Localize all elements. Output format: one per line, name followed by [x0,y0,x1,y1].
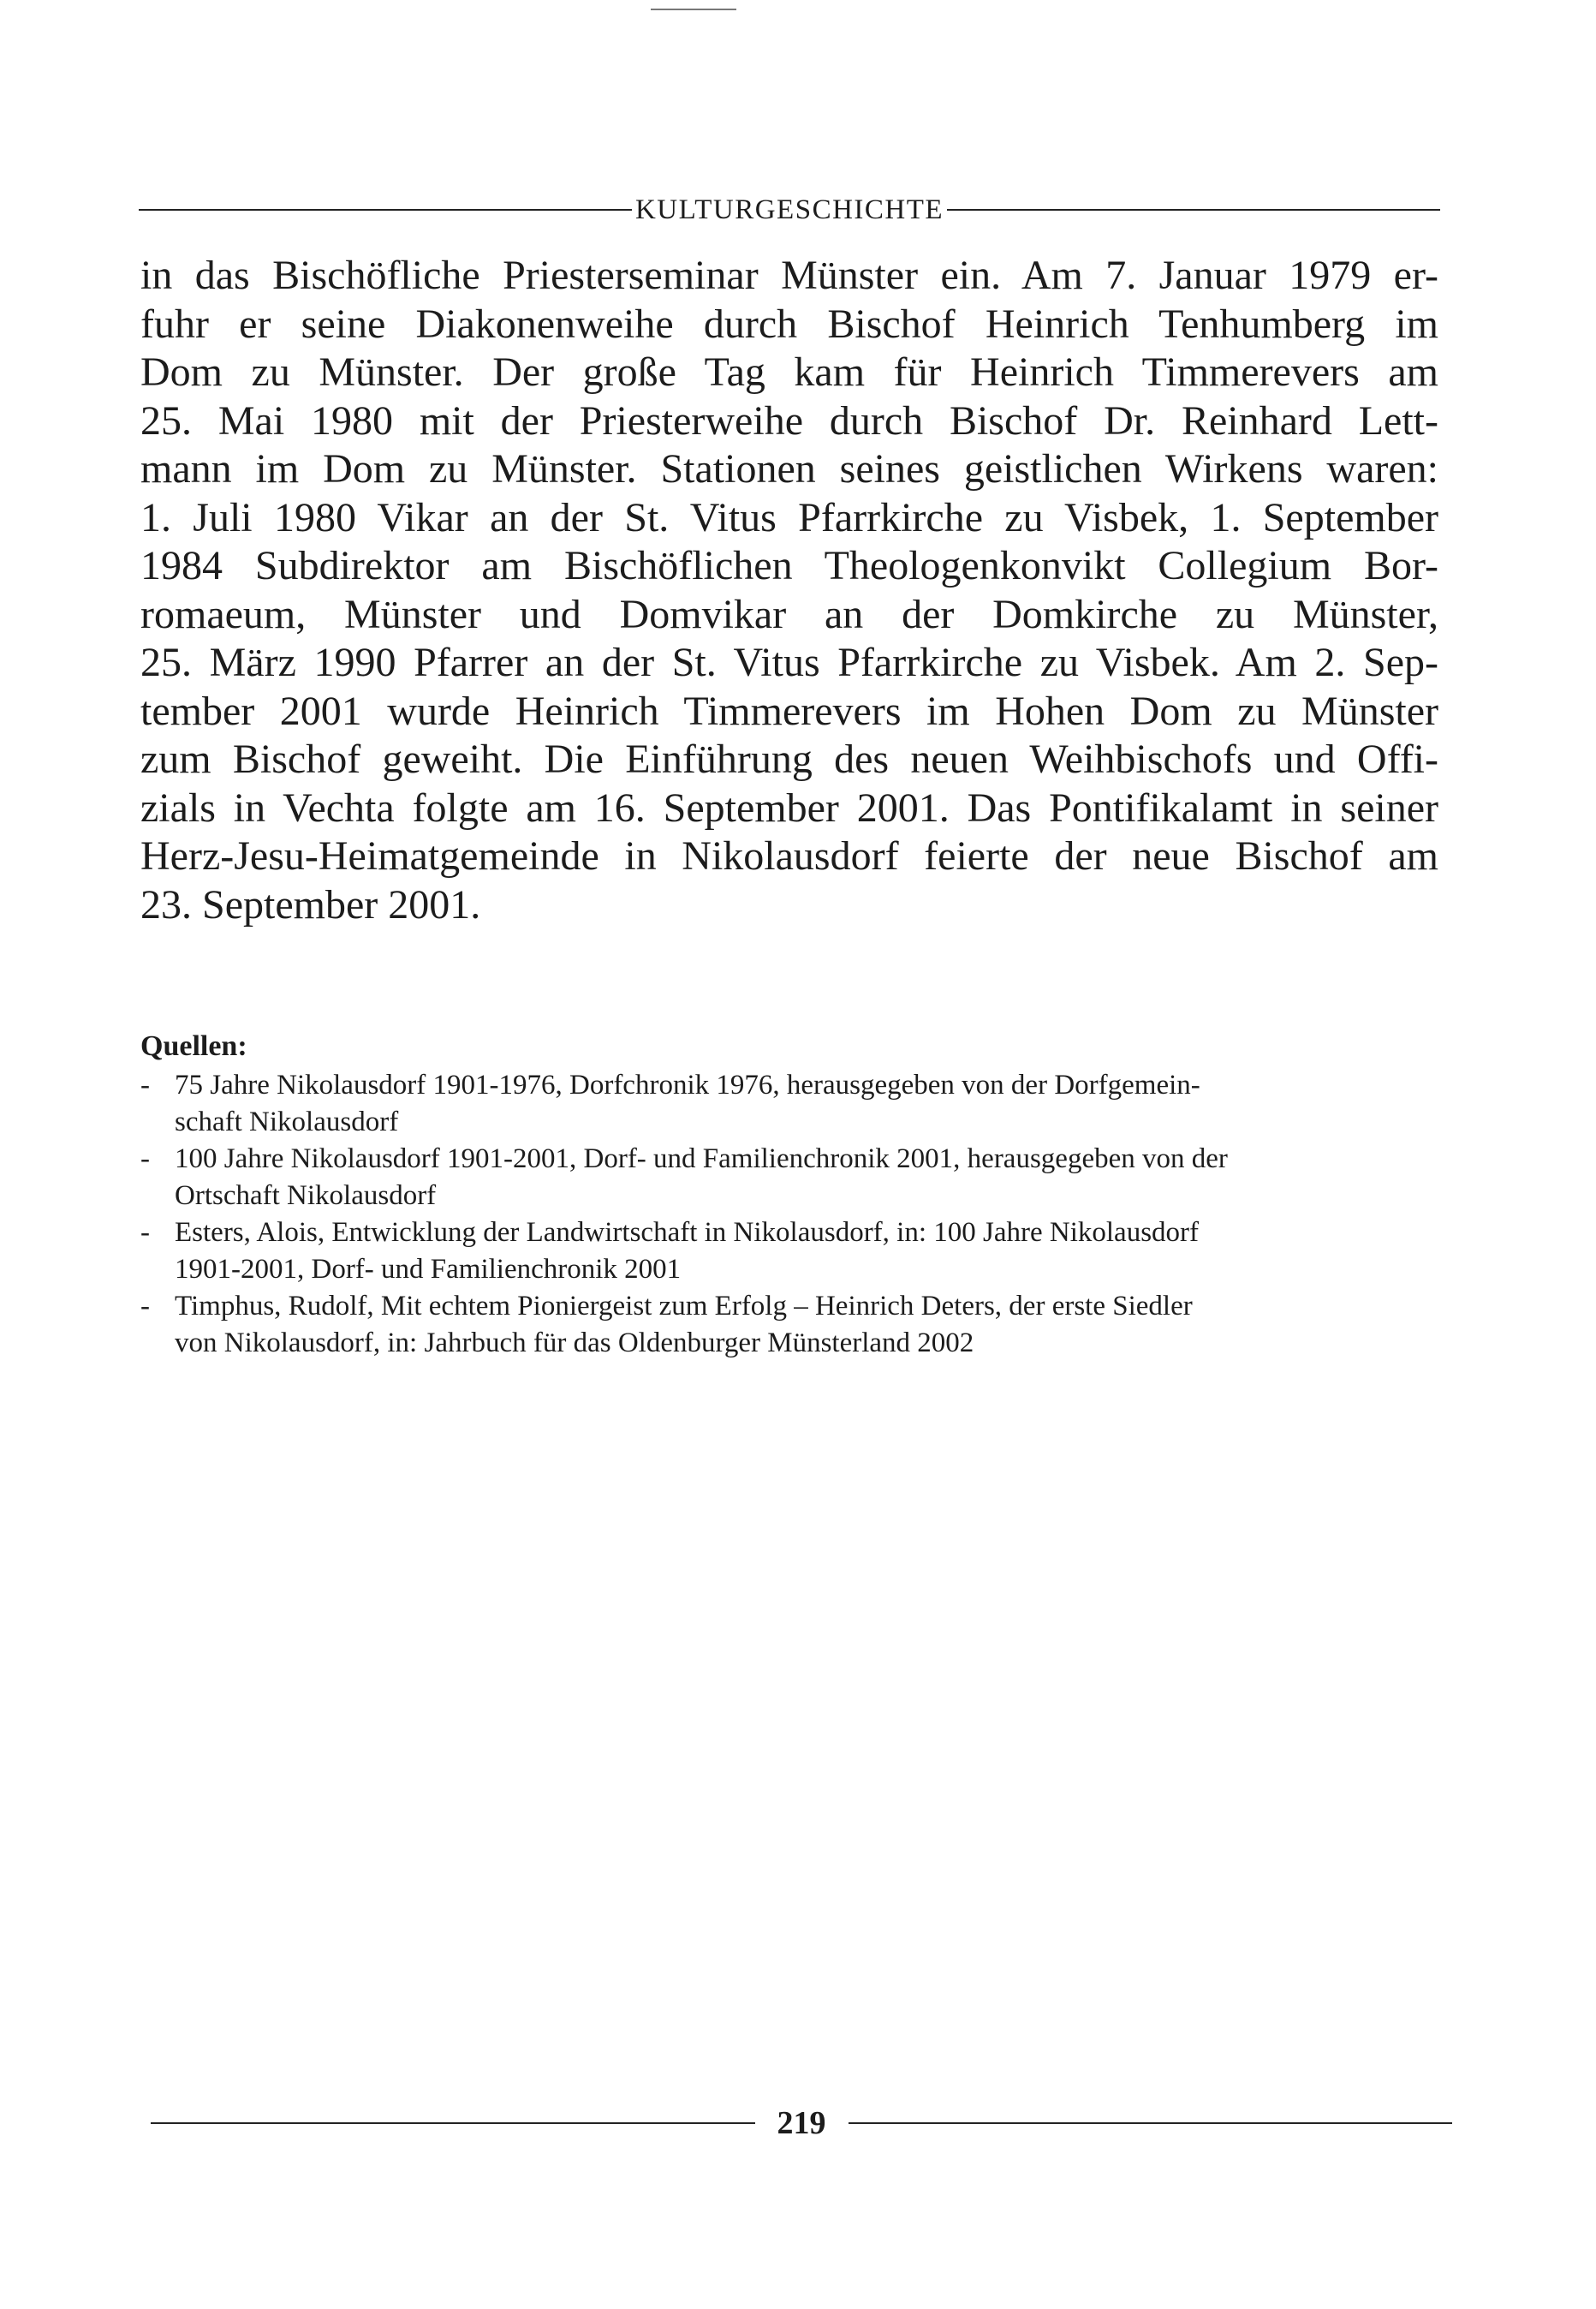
footer-rule-right [849,2122,1453,2124]
running-title: KULTURGESCHICHTE [634,194,944,225]
body-line: in das Bischöfliche Priesterseminar Münster ein. Am 7. Januar 1979 er- [140,253,1438,298]
header-rule-right [947,209,1440,211]
top-edge-rule [651,9,736,10]
body-line: Dom zu Münster. Der große Tag kam für Heinrich Timmerevers am [140,349,1438,395]
page-footer [151,2104,1452,2142]
list-dash: - [140,1143,150,1174]
source-line: Ortschaft Nikolausdorf [175,1180,437,1211]
body-line: fuhr er seine Diakonenweihe durch Bischof Heinrich Tenhumberg im [140,301,1438,347]
source-item [140,1214,1442,1288]
list-dash: - [140,1291,150,1322]
page-number: 219 [777,2105,826,2141]
source-text [175,1288,1442,1362]
body-line: 25. März 1990 Pfarrer an der St. Vitus Pfarrkirche zu Visbek. Am 2. Sep- [140,640,1438,685]
body-line: 23. September 2001. [140,881,481,928]
body-line: Herz-Jesu-Heimatgemeinde in Nikolausdorf feierte der neue Bischof am [140,833,1438,879]
header-rule-left [139,209,632,211]
source-text [175,1141,1442,1214]
sources-section [140,1028,1442,1362]
source-line: 75 Jahre Nikolausdorf 1901-1976, Dorfchronik 1976, herausgegeben von der Dorfgemein- [175,1070,1200,1101]
source-line: 100 Jahre Nikolausdorf 1901-2001, Dorf- und Familienchronik 2001, herausgegeben von der [175,1143,1228,1174]
source-line: von Nikolausdorf, in: Jahrbuch für das Oldenburger Münsterland 2002 [175,1328,974,1358]
body-line: tember 2001 wurde Heinrich Timmerevers im Hohen Dom zu Münster [140,688,1438,734]
source-item [140,1288,1442,1362]
source-line: Timphus, Rudolf, Mit echtem Pioniergeist zum Erfolg – Heinrich Deters, der erste Siedler [175,1291,1193,1322]
list-dash: - [140,1070,150,1101]
source-line: schaft Nikolausdorf [175,1107,399,1137]
body-line: mann im Dom zu Münster. Stationen seines geistlichen Wirkens waren: [140,446,1438,492]
running-header [139,194,1440,226]
source-line: 1901-2001, Dorf- und Familienchronik 2001 [175,1254,682,1285]
body-paragraph [140,252,1438,929]
body-line: 1984 Subdirektor am Bischöflichen Theologenkonvikt Collegium Bor- [140,543,1438,588]
body-line: 25. Mai 1980 mit der Priesterweihe durch Bischof Dr. Reinhard Lett- [140,397,1438,444]
source-item [140,1067,1442,1141]
body-line: romaeum, Münster und Domvikar an der Domkirche zu Münster, [140,591,1438,637]
body-line: zum Bischof geweiht. Die Einführung des neuen Weihbischofs und Offi- [140,737,1438,782]
footer-rule-left [151,2122,755,2124]
sources-heading: Quellen: [140,1030,247,1062]
source-text [175,1214,1442,1288]
source-line: Esters, Alois, Entwicklung der Landwirtschaft in Nikolausdorf, in: 100 Jahre Nikolausdorf [175,1217,1200,1248]
body-line: zials in Vechta folgte am 16. September 2001. Das Pontifikalamt in seiner [140,785,1438,831]
body-line: 1. Juli 1980 Vikar an der St. Vitus Pfarrkirche zu Visbek, 1. September [140,494,1438,540]
list-dash: - [140,1217,150,1248]
source-text [175,1067,1442,1141]
source-item [140,1141,1442,1214]
